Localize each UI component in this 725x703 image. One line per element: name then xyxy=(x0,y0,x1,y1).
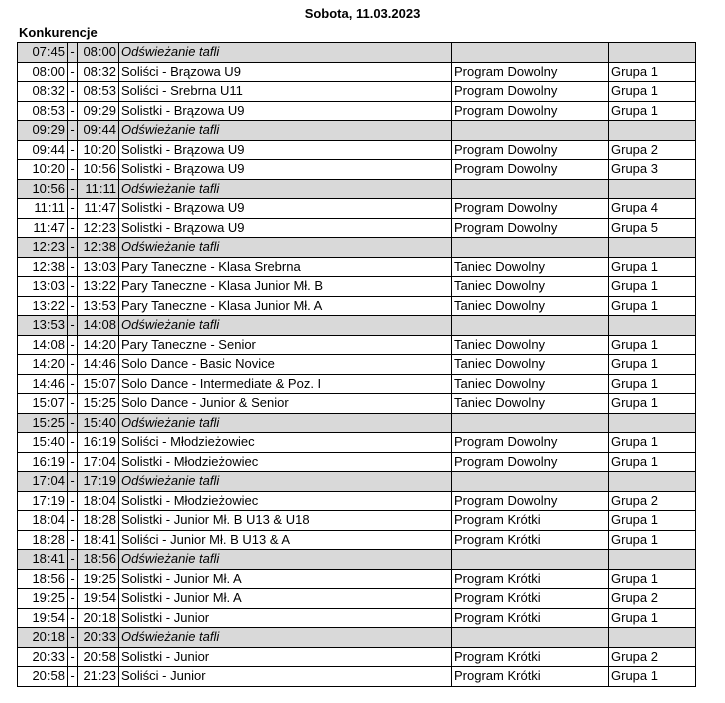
group-cell: Grupa 1 xyxy=(609,394,696,414)
start-time-cell: 12:23 xyxy=(18,238,68,258)
separator-cell: - xyxy=(68,257,78,277)
group-cell: Grupa 1 xyxy=(609,296,696,316)
end-time-cell: 20:33 xyxy=(78,628,119,648)
group-cell: Grupa 1 xyxy=(609,608,696,628)
group-cell: Grupa 4 xyxy=(609,199,696,219)
group-cell: Grupa 2 xyxy=(609,589,696,609)
end-time-cell: 15:40 xyxy=(78,413,119,433)
group-cell: Grupa 2 xyxy=(609,647,696,667)
program-cell: Program Dowolny xyxy=(452,82,609,102)
group-cell: Grupa 3 xyxy=(609,160,696,180)
group-cell xyxy=(609,179,696,199)
program-cell: Taniec Dowolny xyxy=(452,257,609,277)
schedule-table xyxy=(17,42,696,687)
end-time-cell: 14:20 xyxy=(78,335,119,355)
group-cell xyxy=(609,472,696,492)
ice-resurfacing-row xyxy=(18,628,696,648)
separator-cell: - xyxy=(68,101,78,121)
end-time-cell: 18:56 xyxy=(78,550,119,570)
event-cell: Solistki - Junior Mł. B U13 & U18 xyxy=(119,511,452,531)
ice-resurfacing-row xyxy=(18,121,696,141)
event-cell: Pary Taneczne - Klasa Srebrna xyxy=(119,257,452,277)
program-cell: Program Krótki xyxy=(452,608,609,628)
group-cell: Grupa 1 xyxy=(609,101,696,121)
event-cell: Pary Taneczne - Klasa Junior Mł. A xyxy=(119,296,452,316)
program-cell: Taniec Dowolny xyxy=(452,374,609,394)
program-cell: Program Krótki xyxy=(452,667,609,687)
separator-cell: - xyxy=(68,355,78,375)
separator-cell: - xyxy=(68,452,78,472)
program-cell: Taniec Dowolny xyxy=(452,277,609,297)
end-time-cell: 18:04 xyxy=(78,491,119,511)
schedule-row xyxy=(18,647,696,667)
page-title: Sobota, 11.03.2023 xyxy=(304,6,421,21)
start-time-cell: 08:32 xyxy=(18,82,68,102)
group-cell xyxy=(609,628,696,648)
ice-resurfacing-row xyxy=(18,550,696,570)
group-cell: Grupa 1 xyxy=(609,374,696,394)
schedule-row xyxy=(18,277,696,297)
program-cell: Program Krótki xyxy=(452,589,609,609)
start-time-cell: 18:56 xyxy=(18,569,68,589)
start-time-cell: 10:20 xyxy=(18,160,68,180)
end-time-cell: 19:54 xyxy=(78,589,119,609)
program-cell: Program Dowolny xyxy=(452,160,609,180)
program-cell xyxy=(452,238,609,258)
schedule-row xyxy=(18,589,696,609)
program-cell: Program Dowolny xyxy=(452,433,609,453)
event-cell: Solistki - Brązowa U9 xyxy=(119,101,452,121)
group-cell xyxy=(609,413,696,433)
start-time-cell: 17:04 xyxy=(18,472,68,492)
ice-resurfacing-row xyxy=(18,179,696,199)
separator-cell: - xyxy=(68,394,78,414)
end-time-cell: 17:04 xyxy=(78,452,119,472)
group-cell: Grupa 2 xyxy=(609,140,696,160)
event-cell: Solistki - Młodzieżowiec xyxy=(119,452,452,472)
start-time-cell: 18:41 xyxy=(18,550,68,570)
program-cell xyxy=(452,179,609,199)
end-time-cell: 13:53 xyxy=(78,296,119,316)
event-cell: Odświeżanie tafli xyxy=(119,43,452,63)
separator-cell: - xyxy=(68,569,78,589)
separator-cell: - xyxy=(68,491,78,511)
start-time-cell: 13:22 xyxy=(18,296,68,316)
start-time-cell: 14:20 xyxy=(18,355,68,375)
schedule-row xyxy=(18,511,696,531)
end-time-cell: 15:25 xyxy=(78,394,119,414)
group-cell: Grupa 1 xyxy=(609,335,696,355)
schedule-row xyxy=(18,140,696,160)
separator-cell: - xyxy=(68,647,78,667)
event-cell: Pary Taneczne - Senior xyxy=(119,335,452,355)
event-cell: Odświeżanie tafli xyxy=(119,628,452,648)
separator-cell: - xyxy=(68,121,78,141)
event-cell: Solistki - Brązowa U9 xyxy=(119,160,452,180)
program-cell: Taniec Dowolny xyxy=(452,394,609,414)
event-cell: Pary Taneczne - Klasa Junior Mł. B xyxy=(119,277,452,297)
end-time-cell: 11:11 xyxy=(78,179,119,199)
separator-cell: - xyxy=(68,374,78,394)
separator-cell: - xyxy=(68,140,78,160)
separator-cell: - xyxy=(68,530,78,550)
start-time-cell: 13:03 xyxy=(18,277,68,297)
program-cell: Program Dowolny xyxy=(452,452,609,472)
program-cell: Taniec Dowolny xyxy=(452,355,609,375)
end-time-cell: 12:38 xyxy=(78,238,119,258)
program-cell: Program Dowolny xyxy=(452,491,609,511)
start-time-cell: 10:56 xyxy=(18,179,68,199)
program-cell: Program Dowolny xyxy=(452,62,609,82)
end-time-cell: 08:53 xyxy=(78,82,119,102)
end-time-cell: 09:29 xyxy=(78,101,119,121)
separator-cell: - xyxy=(68,335,78,355)
schedule-row xyxy=(18,374,696,394)
group-cell: Grupa 1 xyxy=(609,257,696,277)
group-cell: Grupa 1 xyxy=(609,433,696,453)
event-cell: Odświeżanie tafli xyxy=(119,316,452,336)
end-time-cell: 20:58 xyxy=(78,647,119,667)
group-cell: Grupa 1 xyxy=(609,62,696,82)
separator-cell: - xyxy=(68,179,78,199)
event-cell: Solo Dance - Basic Novice xyxy=(119,355,452,375)
event-cell: Odświeżanie tafli xyxy=(119,121,452,141)
start-time-cell: 17:19 xyxy=(18,491,68,511)
event-cell: Odświeżanie tafli xyxy=(119,550,452,570)
separator-cell: - xyxy=(68,511,78,531)
end-time-cell: 13:03 xyxy=(78,257,119,277)
start-time-cell: 20:58 xyxy=(18,667,68,687)
schedule-row xyxy=(18,394,696,414)
start-time-cell: 20:33 xyxy=(18,647,68,667)
program-cell: Program Krótki xyxy=(452,647,609,667)
start-time-cell: 18:28 xyxy=(18,530,68,550)
group-cell: Grupa 1 xyxy=(609,82,696,102)
group-cell: Grupa 1 xyxy=(609,530,696,550)
separator-cell: - xyxy=(68,218,78,238)
section-heading: Konkurencje xyxy=(19,25,98,40)
start-time-cell: 09:29 xyxy=(18,121,68,141)
event-cell: Soliści - Junior xyxy=(119,667,452,687)
separator-cell: - xyxy=(68,277,78,297)
separator-cell: - xyxy=(68,296,78,316)
event-cell: Solistki - Junior Mł. A xyxy=(119,589,452,609)
end-time-cell: 14:08 xyxy=(78,316,119,336)
start-time-cell: 19:25 xyxy=(18,589,68,609)
event-cell: Odświeżanie tafli xyxy=(119,472,452,492)
event-cell: Solistki - Brązowa U9 xyxy=(119,218,452,238)
end-time-cell: 13:22 xyxy=(78,277,119,297)
start-time-cell: 08:00 xyxy=(18,62,68,82)
separator-cell: - xyxy=(68,62,78,82)
group-cell: Grupa 1 xyxy=(609,667,696,687)
program-cell: Program Dowolny xyxy=(452,199,609,219)
start-time-cell: 15:40 xyxy=(18,433,68,453)
group-cell: Grupa 1 xyxy=(609,355,696,375)
end-time-cell: 10:56 xyxy=(78,160,119,180)
event-cell: Solistki - Junior xyxy=(119,647,452,667)
end-time-cell: 20:18 xyxy=(78,608,119,628)
separator-cell: - xyxy=(68,589,78,609)
group-cell: Grupa 2 xyxy=(609,491,696,511)
group-cell: Grupa 1 xyxy=(609,452,696,472)
ice-resurfacing-row xyxy=(18,43,696,63)
schedule-row xyxy=(18,62,696,82)
end-time-cell: 11:47 xyxy=(78,199,119,219)
schedule-row xyxy=(18,101,696,121)
separator-cell: - xyxy=(68,238,78,258)
event-cell: Solistki - Brązowa U9 xyxy=(119,140,452,160)
schedule-row xyxy=(18,491,696,511)
start-time-cell: 13:53 xyxy=(18,316,68,336)
end-time-cell: 12:23 xyxy=(78,218,119,238)
program-cell: Taniec Dowolny xyxy=(452,296,609,316)
start-time-cell: 14:46 xyxy=(18,374,68,394)
schedule-row xyxy=(18,335,696,355)
event-cell: Odświeżanie tafli xyxy=(119,413,452,433)
event-cell: Soliści - Junior Mł. B U13 & A xyxy=(119,530,452,550)
start-time-cell: 11:47 xyxy=(18,218,68,238)
schedule-row xyxy=(18,530,696,550)
separator-cell: - xyxy=(68,199,78,219)
event-cell: Solistki - Brązowa U9 xyxy=(119,199,452,219)
program-cell xyxy=(452,413,609,433)
event-cell: Solistki - Młodzieżowiec xyxy=(119,491,452,511)
event-cell: Odświeżanie tafli xyxy=(119,179,452,199)
program-cell: Program Dowolny xyxy=(452,218,609,238)
end-time-cell: 17:19 xyxy=(78,472,119,492)
event-cell: Soliści - Młodzieżowiec xyxy=(119,433,452,453)
program-cell: Program Dowolny xyxy=(452,101,609,121)
group-cell xyxy=(609,550,696,570)
start-time-cell: 20:18 xyxy=(18,628,68,648)
start-time-cell: 14:08 xyxy=(18,335,68,355)
program-cell: Program Krótki xyxy=(452,569,609,589)
start-time-cell: 18:04 xyxy=(18,511,68,531)
schedule-row xyxy=(18,569,696,589)
program-cell xyxy=(452,472,609,492)
start-time-cell: 09:44 xyxy=(18,140,68,160)
program-cell: Program Dowolny xyxy=(452,140,609,160)
group-cell xyxy=(609,121,696,141)
schedule-row xyxy=(18,199,696,219)
separator-cell: - xyxy=(68,472,78,492)
group-cell xyxy=(609,238,696,258)
schedule-body xyxy=(18,43,696,687)
schedule-row xyxy=(18,82,696,102)
start-time-cell: 15:25 xyxy=(18,413,68,433)
program-cell xyxy=(452,121,609,141)
event-cell: Odświeżanie tafli xyxy=(119,238,452,258)
event-cell: Solo Dance - Intermediate & Poz. I xyxy=(119,374,452,394)
separator-cell: - xyxy=(68,82,78,102)
group-cell: Grupa 1 xyxy=(609,511,696,531)
group-cell: Grupa 1 xyxy=(609,569,696,589)
start-time-cell: 15:07 xyxy=(18,394,68,414)
group-cell: Grupa 5 xyxy=(609,218,696,238)
event-cell: Solistki - Junior xyxy=(119,608,452,628)
program-cell xyxy=(452,316,609,336)
ice-resurfacing-row xyxy=(18,238,696,258)
schedule-row xyxy=(18,257,696,277)
program-cell xyxy=(452,550,609,570)
program-cell xyxy=(452,43,609,63)
start-time-cell: 12:38 xyxy=(18,257,68,277)
end-time-cell: 10:20 xyxy=(78,140,119,160)
group-cell xyxy=(609,316,696,336)
start-time-cell: 07:45 xyxy=(18,43,68,63)
program-cell: Program Krótki xyxy=(452,511,609,531)
program-cell xyxy=(452,628,609,648)
schedule-row xyxy=(18,355,696,375)
separator-cell: - xyxy=(68,550,78,570)
start-time-cell: 08:53 xyxy=(18,101,68,121)
schedule-row xyxy=(18,608,696,628)
end-time-cell: 08:00 xyxy=(78,43,119,63)
end-time-cell: 21:23 xyxy=(78,667,119,687)
end-time-cell: 18:28 xyxy=(78,511,119,531)
event-cell: Solo Dance - Junior & Senior xyxy=(119,394,452,414)
separator-cell: - xyxy=(68,667,78,687)
end-time-cell: 16:19 xyxy=(78,433,119,453)
group-cell: Grupa 1 xyxy=(609,277,696,297)
ice-resurfacing-row xyxy=(18,316,696,336)
event-cell: Solistki - Junior Mł. A xyxy=(119,569,452,589)
start-time-cell: 19:54 xyxy=(18,608,68,628)
schedule-row xyxy=(18,296,696,316)
end-time-cell: 15:07 xyxy=(78,374,119,394)
program-cell: Taniec Dowolny xyxy=(452,335,609,355)
separator-cell: - xyxy=(68,160,78,180)
schedule-row xyxy=(18,452,696,472)
start-time-cell: 16:19 xyxy=(18,452,68,472)
schedule-row xyxy=(18,433,696,453)
ice-resurfacing-row xyxy=(18,472,696,492)
schedule-row xyxy=(18,667,696,687)
ice-resurfacing-row xyxy=(18,413,696,433)
end-time-cell: 19:25 xyxy=(78,569,119,589)
end-time-cell: 08:32 xyxy=(78,62,119,82)
event-cell: Soliści - Srebrna U11 xyxy=(119,82,452,102)
event-cell: Soliści - Brązowa U9 xyxy=(119,62,452,82)
start-time-cell: 11:11 xyxy=(18,199,68,219)
end-time-cell: 14:46 xyxy=(78,355,119,375)
separator-cell: - xyxy=(68,433,78,453)
separator-cell: - xyxy=(68,608,78,628)
end-time-cell: 18:41 xyxy=(78,530,119,550)
separator-cell: - xyxy=(68,628,78,648)
end-time-cell: 09:44 xyxy=(78,121,119,141)
schedule-row xyxy=(18,218,696,238)
separator-cell: - xyxy=(68,413,78,433)
separator-cell: - xyxy=(68,316,78,336)
program-cell: Program Krótki xyxy=(452,530,609,550)
group-cell xyxy=(609,43,696,63)
schedule-row xyxy=(18,160,696,180)
separator-cell: - xyxy=(68,43,78,63)
